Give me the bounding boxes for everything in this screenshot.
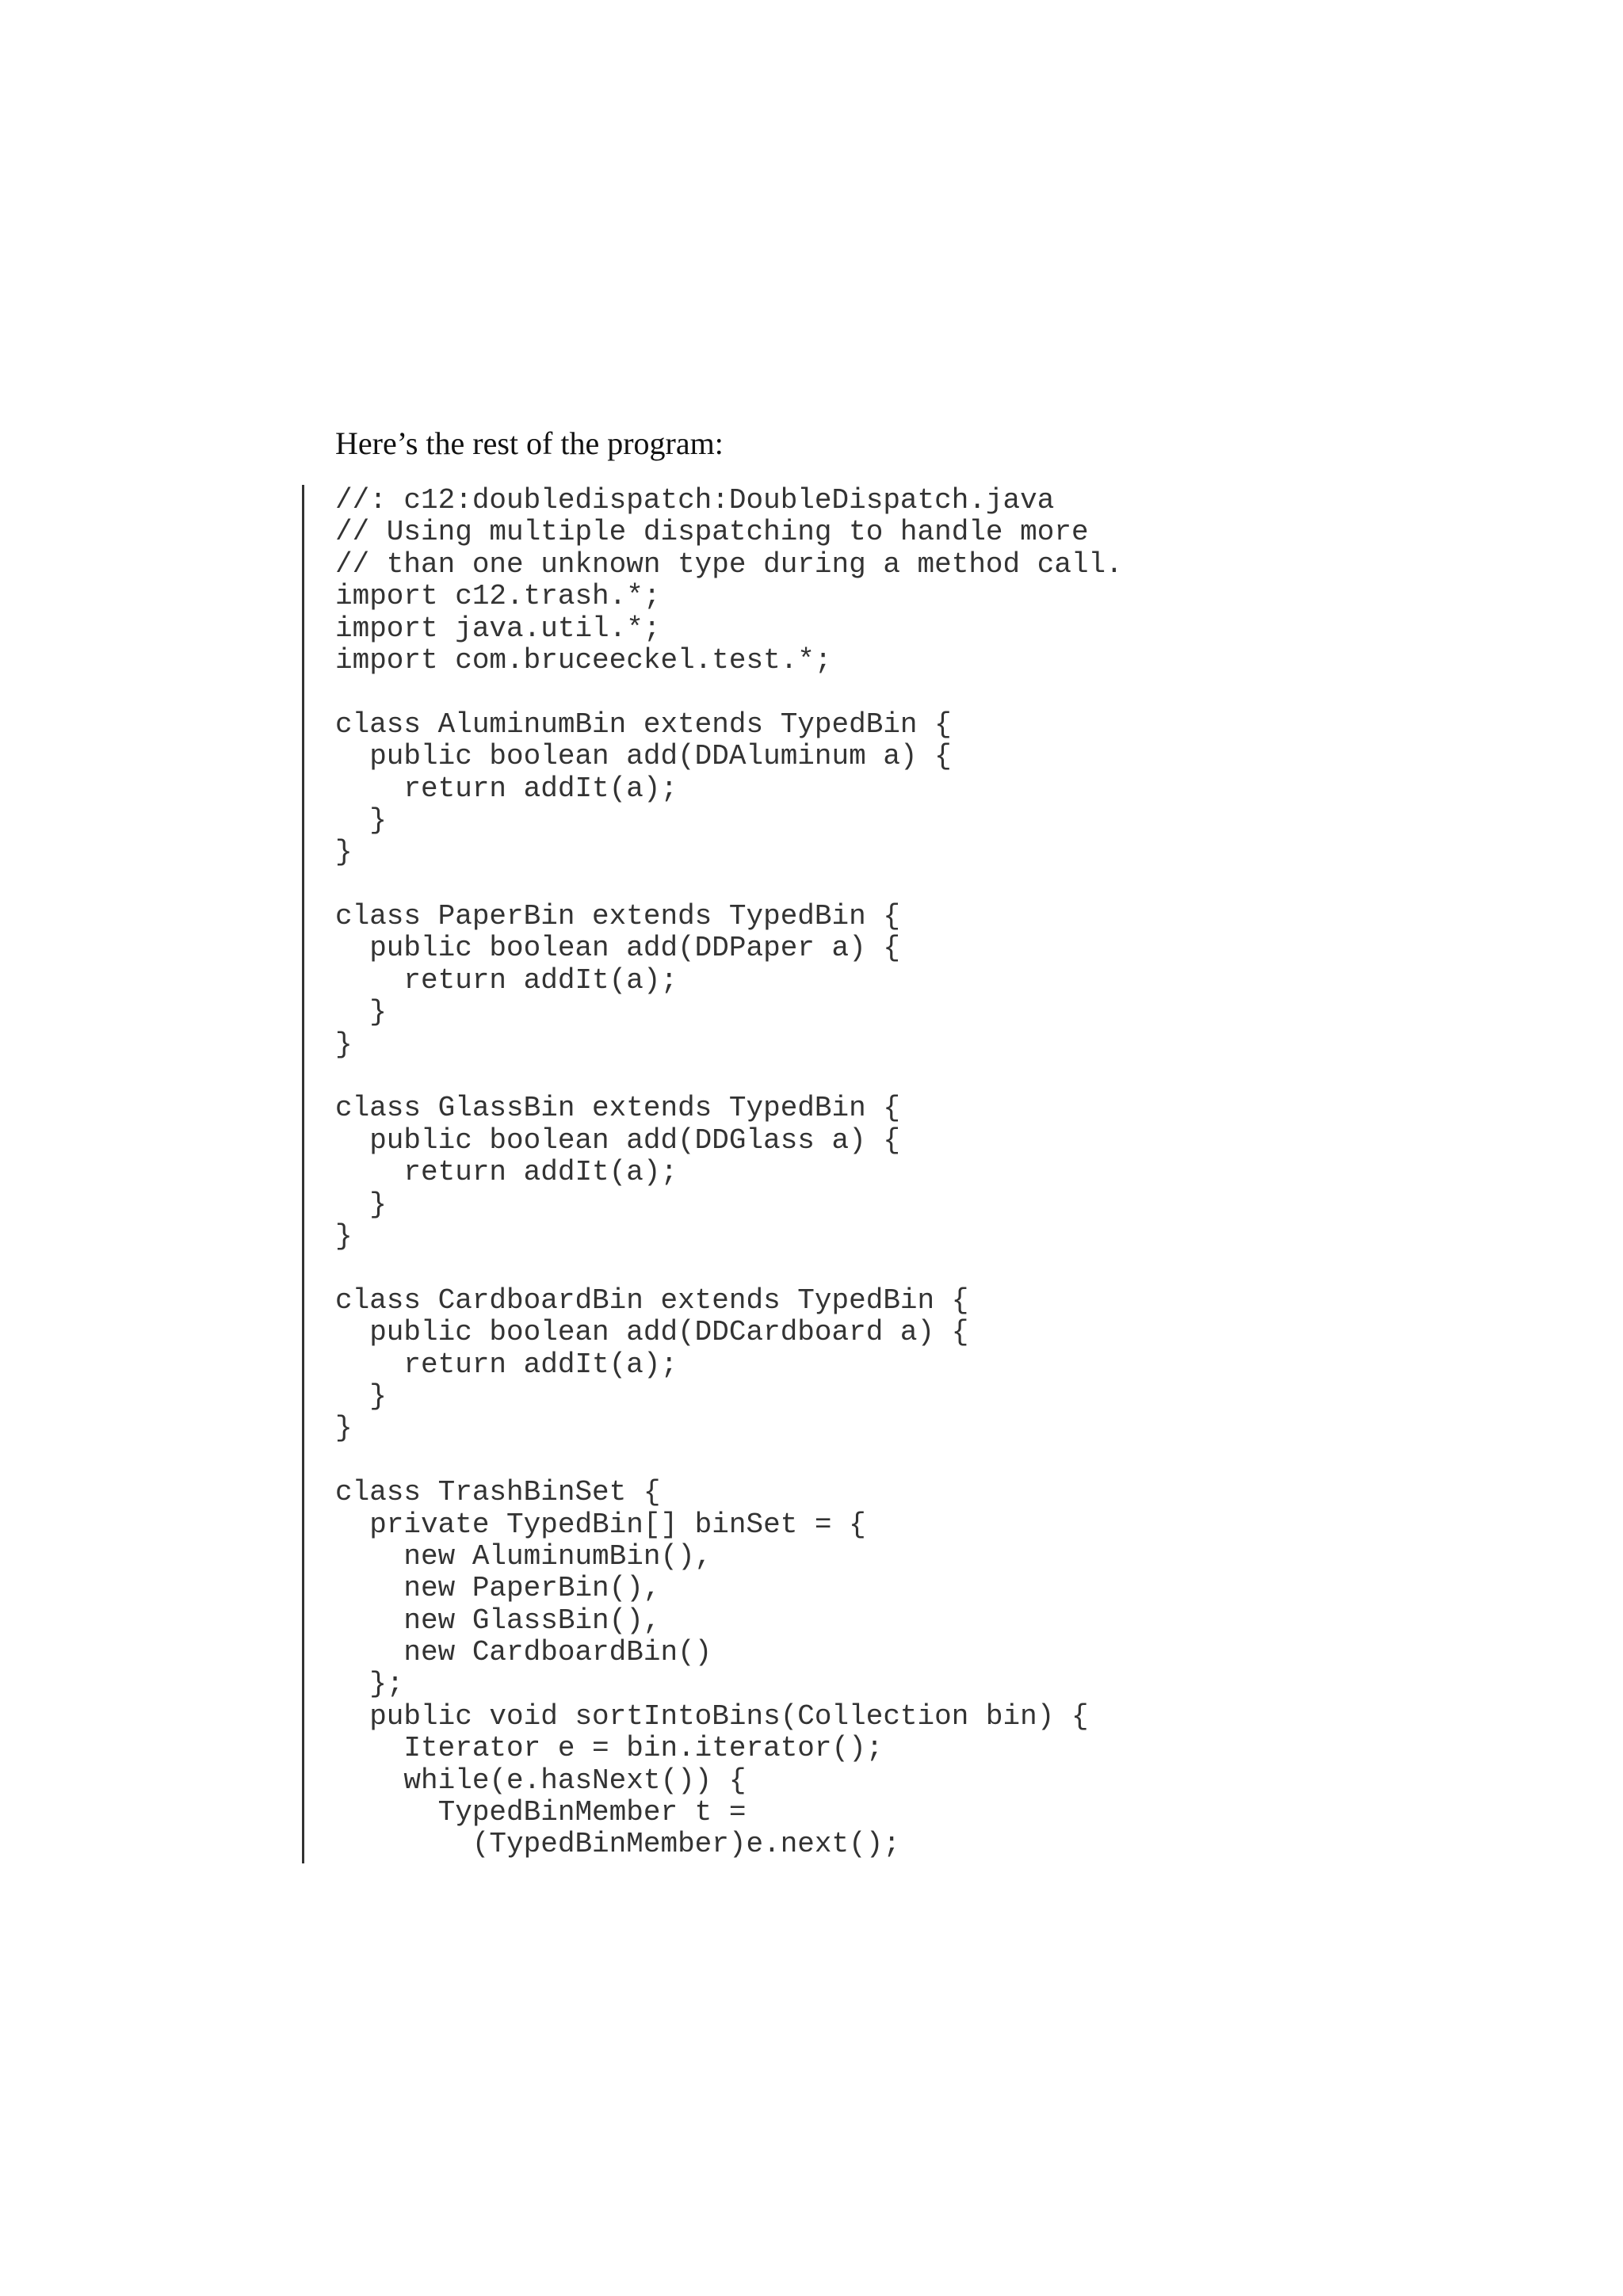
code-line: class GlassBin extends TypedBin {: [335, 1092, 900, 1125]
code-line: class PaperBin extends TypedBin {: [335, 900, 900, 933]
code-line: class AluminumBin extends TypedBin {: [335, 707, 952, 741]
code-line: private TypedBin[] binSet = {: [335, 1508, 866, 1541]
code-line: // than one unknown type during a method call.: [335, 547, 1123, 581]
code-line: class CardboardBin extends TypedBin {: [335, 1283, 969, 1317]
code-line: public boolean add(DDCardboard a) {: [335, 1316, 969, 1349]
code-lines: [335, 485, 1123, 1861]
code-line: };: [335, 1668, 404, 1701]
code-line: //: c12:doubledispatch:DoubleDispatch.java: [335, 484, 1055, 517]
code-line: }: [335, 803, 387, 837]
code-line: (TypedBinMember)e.next();: [335, 1828, 900, 1861]
code-line: [335, 1253, 1123, 1284]
code-line: return addIt(a);: [335, 963, 678, 997]
code-line: while(e.hasNext()) {: [335, 1764, 747, 1797]
code-line: [335, 869, 1123, 901]
code-line: }: [335, 836, 353, 869]
code-line: // Using multiple dispatching to handle more: [335, 516, 1089, 549]
code-line: }: [335, 1379, 387, 1413]
code-line: }: [335, 1412, 353, 1445]
code-line: TypedBinMember t =: [335, 1796, 747, 1829]
code-listing: [302, 485, 1332, 1863]
code-line: import com.bruceeckel.test.*;: [335, 643, 832, 677]
code-line: }: [335, 1188, 387, 1221]
code-line: public boolean add(DDPaper a) {: [335, 932, 900, 965]
code-line: [335, 1445, 1123, 1477]
code-line: [335, 677, 1123, 708]
code-line: return addIt(a);: [335, 1156, 678, 1189]
intro-text: Here’s the rest of the program:: [335, 425, 724, 461]
code-line: Iterator e = bin.iterator();: [335, 1732, 884, 1765]
code-line: public boolean add(DDAluminum a) {: [335, 740, 952, 773]
code-line: [335, 1061, 1123, 1093]
code-line: }: [335, 1219, 353, 1253]
code-line: return addIt(a);: [335, 772, 678, 805]
code-line: public boolean add(DDGlass a) {: [335, 1123, 900, 1157]
code-line: new GlassBin(),: [335, 1604, 661, 1637]
code-line: new PaperBin(),: [335, 1572, 661, 1605]
code-line: public void sortIntoBins(Collection bin) {: [335, 1699, 1089, 1733]
code-line: class TrashBinSet {: [335, 1476, 661, 1509]
code-line: new AluminumBin(),: [335, 1539, 712, 1573]
code-line: import c12.trash.*;: [335, 580, 661, 613]
code-line: return addIt(a);: [335, 1348, 678, 1381]
code-line: }: [335, 996, 387, 1029]
code-margin-rule: [302, 485, 304, 1863]
code-line: new CardboardBin(): [335, 1636, 712, 1669]
code-line: }: [335, 1028, 353, 1061]
code-line: import java.util.*;: [335, 612, 661, 645]
